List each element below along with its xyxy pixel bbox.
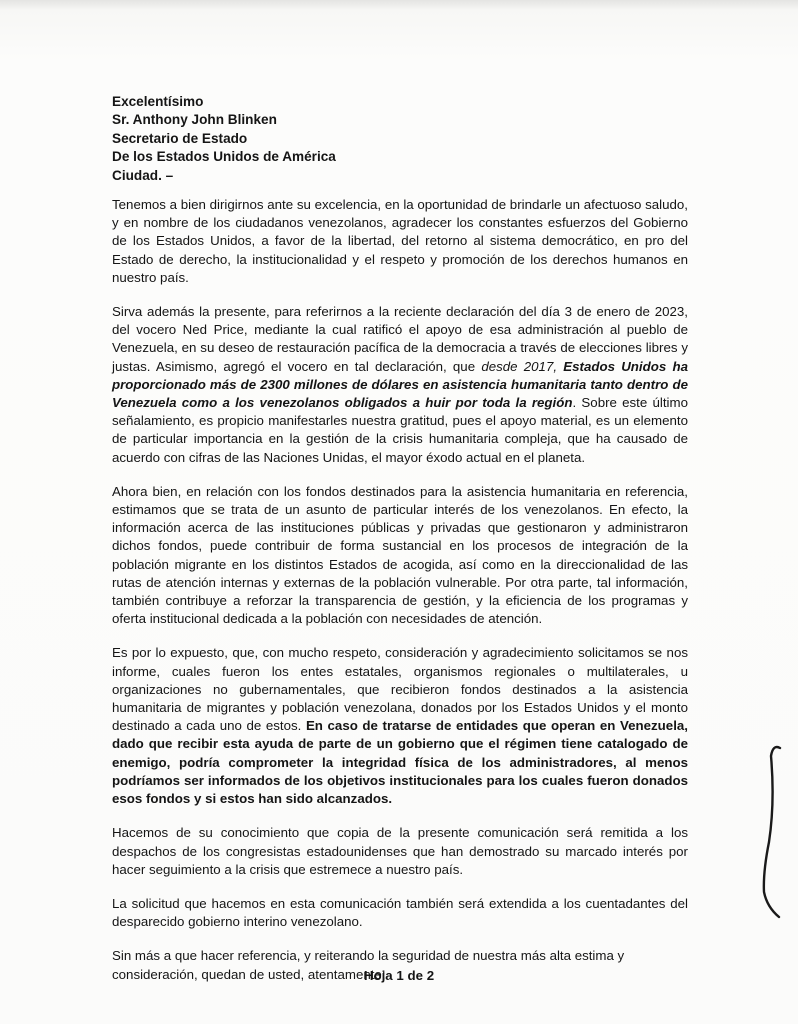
request-bold: En caso de tratarse de entidades que operan en Venezuela, dado que recibir esta ayuda de parte de un gobierno que el régimen tiene catalogado de enemigo, podría comprometer la integridad física de los administradores, al menos podríamos ser informados de los objetivos institucionales para los cuales fueron donados esos fondos y si estos han sido alcanzados.: [112, 718, 688, 807]
paragraph-funds: Ahora bien, en relación con los fondos destinados para la asistencia humanitaria en referencia, estimamos que se trata de un asunto de particular interés de los venezolanos. En efecto, la información acerca de las instituciones públicas y privadas que gestionaron y administraron dichos fondos, puede contribuir de forma sustancial en los procesos de integración de la población migrante en los distintos Estados de acogida, así como en la direccionalidad de las rutas de atención internas y externas de la población vulnerable. Por otra parte, tal información, también contribuye a reforzar la transparencia de gestión, y la eficiencia de los programas y oferta institucional dedicada a la población con necesidades de atención.: [112, 483, 688, 627]
paragraph-closing: Sin más a que hacer referencia, y reiterando la seguridad de nuestra más alta estima y consideración, quedan de usted, atentamente;: [112, 948, 625, 982]
recipient-title: Secretario de Estado: [112, 130, 248, 146]
page-number: Hoja 1 de 2: [363, 968, 435, 983]
paragraph-extension: La solicitud que hacemos en esta comunicación también será extendida a los cuentadantes del desparecido gobierno interino venezolano.: [112, 895, 688, 930]
letter-body: [112, 196, 688, 1000]
scan-edge: [0, 0, 798, 10]
recipient-country: De los Estados Unidos de América: [112, 149, 336, 165]
request-text: Es por lo expuesto, que, con mucho respeto, consideración y agradecimiento solicitamos se nos informe, cuales fueron los entes estatales, organismos regionales o multilaterales, u organizaciones no gubernamentales, que recibieron fondos destinados a la asistencia humanitaria de migrantes y población venezolana, donados por los Estados Unidos y el monto destinado a cada uno de estos.: [112, 645, 688, 734]
handwritten-bracket: [755, 742, 795, 922]
declaration-continuation: . Sobre este último señalamiento, es propicio manifestarles nuestra gratitud, pues el apoyo material, es un elemento de particular importancia en la gestión de la crisis humanitaria compleja, que ha causado de acuerdo con cifras de las Naciones Unidas, el mayor éxodo actual en el planeta.: [112, 395, 688, 465]
recipient-block: [112, 93, 336, 185]
recipient-city: Ciudad. –: [112, 167, 174, 183]
paragraph-declaration: [112, 303, 688, 467]
recipient-name: Sr. Anthony John Blinken: [112, 112, 277, 128]
paragraph-greeting: Tenemos a bien dirigirnos ante su excelencia, en la oportunidad de brindarle un afectuoso saludo, y en nombre de los ciudadanos venezolanos, agradecer los constantes esfuerzos del Gobierno de los Estados Unidos, a favor de la libertad, del retorno al sistema democrático, en pro del Estado de derecho, la institucionalidad y el respeto y promoción de los derechos humanos en nuestro país.: [112, 197, 688, 285]
declaration-text: Sirva además la presente, para referirnos a la reciente declaración del día 3 de enero de 2023, del vocero Ned Price, mediante la cual ratificó el apoyo de esa administración al pueblo de Venezuela, en su deseo de restauración pacífica de la democracia a través de elecciones libres y justas. Asimismo, agregó el vocero en tal declaración, que: [112, 304, 688, 374]
recipient-salutation: Excelentísimo: [112, 94, 204, 109]
declaration-italic: desde 2017,: [481, 358, 564, 374]
declaration-quote: Estados Unidos ha proporcionado más de 2300 millones de dólares en asistencia humanitaria tanto dentro de Venezuela como a los venezolanos obligados a huir por toda la región: [112, 358, 688, 411]
paragraph-request: [112, 644, 688, 808]
paragraph-copy-notice: Hacemos de su conocimiento que copia de la presente comunicación será remitida a los despachos de los congresistas estadounidenses que han demostrado su marcado interés por hacer seguimiento a la crisis que estremece a nuestro país.: [112, 825, 688, 877]
